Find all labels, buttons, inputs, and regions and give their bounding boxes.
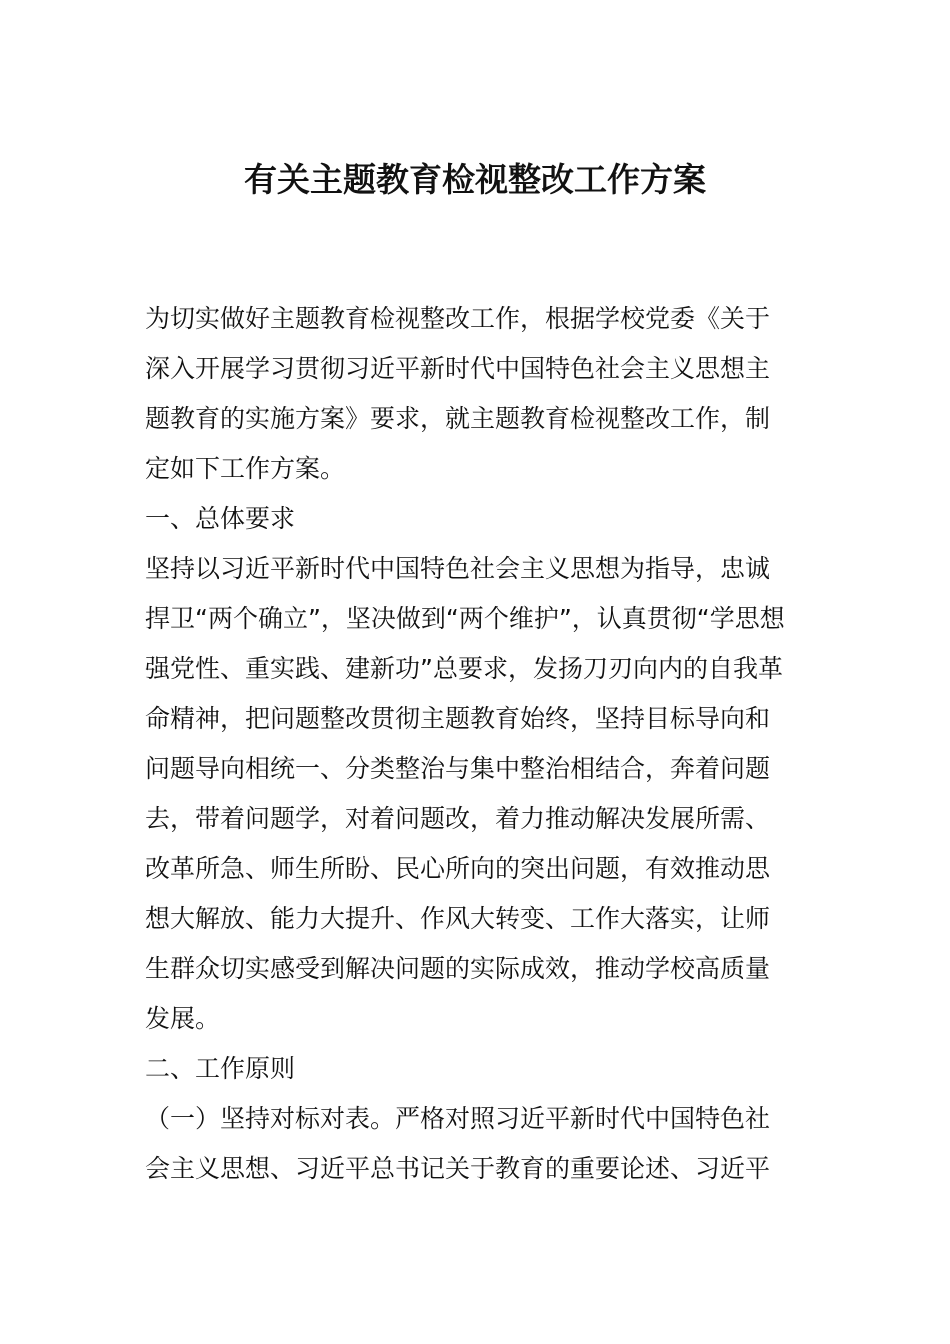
section-heading-work-principles: 二、工作原则 — [145, 1054, 296, 1083]
paragraph-intro-line-2: 深入开展学习贯彻习近平新时代中国特色社会主义思想主 — [145, 354, 771, 383]
paragraph-intro-line-3: 题教育的实施方案》要求，就主题教育检视整改工作，制 — [145, 404, 771, 433]
paragraph-requirements-line-9: 生群众切实感受到解决问题的实际成效，推动学校高质量 — [145, 954, 771, 983]
paragraph-intro-line-4: 定如下工作方案。 — [145, 454, 346, 483]
paragraph-principles-line-2: 会主义思想、习近平总书记关于教育的重要论述、习近平 — [145, 1154, 771, 1183]
document-body — [145, 294, 807, 1194]
paragraph-intro-line-1: 为切实做好主题教育检视整改工作，根据学校党委《关于 — [145, 304, 771, 333]
section-heading-general-requirements: 一、总体要求 — [145, 504, 296, 533]
paragraph-requirements-line-6: 去，带着问题学，对着问题改，着力推动解决发展所需、 — [145, 804, 771, 833]
document-title: 有关主题教育检视整改工作方案 — [244, 160, 706, 199]
paragraph-requirements-line-1: 坚持以习近平新时代中国特色社会主义思想为指导，忠诚 — [145, 554, 771, 583]
paragraph-requirements-line-8: 想大解放、能力大提升、作风大转变、工作大落实，让师 — [145, 904, 771, 933]
paragraph-principles-line-1: （一）坚持对标对表。严格对照习近平新时代中国特色社 — [145, 1104, 771, 1133]
paragraph-requirements-line-2: 捍卫“两个确立”，坚决做到“两个维护”，认真贯彻“学思想 — [145, 604, 785, 633]
paragraph-requirements-line-5: 问题导向相统一、分类整治与集中整治相结合，奔着问题 — [145, 754, 771, 783]
paragraph-requirements-line-3: 强党性、重实践、建新功”总要求，发扬刀刃向内的自我革 — [145, 654, 783, 683]
paragraph-requirements-line-7: 改革所急、师生所盼、民心所向的突出问题，有效推动思 — [145, 854, 771, 883]
paragraph-requirements-line-10: 发展。 — [145, 1004, 221, 1033]
paragraph-requirements-line-4: 命精神，把问题整改贯彻主题教育始终，坚持目标导向和 — [145, 704, 771, 733]
